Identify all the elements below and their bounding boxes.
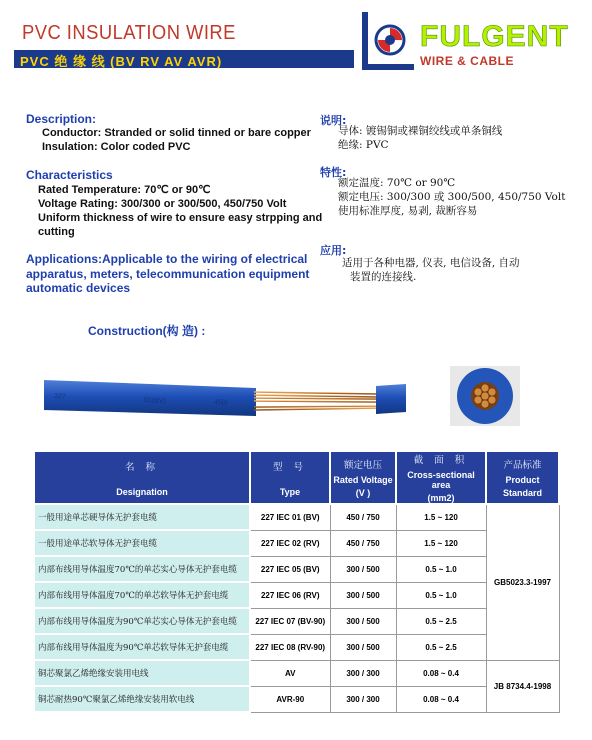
cell-area: 0.5 ~ 1.0 (396, 556, 486, 582)
cell-voltage: 300 / 500 (330, 608, 396, 634)
table-row (34, 660, 559, 686)
description-line: Insulation: Color coded PVC (42, 141, 191, 153)
cell-designation: 内部布线用导体温度为90℃单芯实心导体无护套电缆 (34, 608, 250, 634)
cn-characteristics-line: 使用标准厚度, 易剥, 裁断容易 (338, 205, 478, 217)
cell-designation: 内部布线用导体温度70℃的单芯实心导体无护套电缆 (34, 556, 250, 582)
table-row (34, 556, 559, 582)
table-row (34, 634, 559, 660)
cn-characteristics-line: 额定温度: 70℃ or 90℃ (338, 177, 456, 189)
description-line: Conductor: Stranded or solid tinned or bare copper (42, 127, 311, 139)
cell-type: AVR-90 (250, 686, 330, 712)
cn-applications-line: 装置的连接线. (350, 271, 417, 283)
spec-table (33, 450, 558, 713)
cell-voltage: 450 / 750 (330, 504, 396, 530)
cell-designation: 一般用途单芯硬导体无护套电缆 (34, 504, 250, 530)
cn-applications-heading: 应用: (320, 244, 347, 257)
logo-emblem-icon (374, 24, 406, 56)
brand-name: FULGENT (420, 20, 569, 53)
cell-type: 227 IEC 02 (RV) (250, 530, 330, 556)
cell-type: 227 IEC 08 (RV-90) (250, 634, 330, 660)
table-row (34, 504, 559, 530)
cell-type: 227 IEC 07 (BV-90) (250, 608, 330, 634)
cell-designation: 铜芯耐热90℃聚氯乙烯绝缘安装用软电线 (34, 686, 250, 712)
characteristics-line: Uniform thickness of wire to ensure easy strpping and (38, 212, 323, 224)
cn-characteristics-line: 额定电压: 300/300 或 300/500, 450/750 Volt (338, 191, 566, 203)
cell-voltage: 300 / 300 (330, 686, 396, 712)
cell-standard: JB 8734.4-1998 (486, 660, 559, 712)
cell-designation: 一般用途单芯软导体无护套电缆 (34, 530, 250, 556)
cn-description-line: 导体: 镀锡铜或裸铜绞线或单条铜线 (338, 125, 503, 137)
table-row (34, 530, 559, 556)
cell-voltage: 300 / 500 (330, 634, 396, 660)
cell-designation: 内部布线用导体温度为90℃单芯软导体无护套电缆 (34, 634, 250, 660)
cell-type: 227 IEC 06 (RV) (250, 582, 330, 608)
cell-area: 0.08 ~ 0.4 (396, 686, 486, 712)
table-row (34, 686, 559, 712)
svg-text:227: 227 (53, 393, 66, 401)
logo-bracket (362, 12, 368, 70)
cn-description-heading: 说明: (320, 114, 347, 127)
wire-side-image (44, 366, 406, 426)
header-designation: 名 称 Designation (34, 451, 250, 504)
cell-designation: 内部布线用导体温度70℃的单芯软导体无护套电缆 (34, 582, 250, 608)
cell-designation: 铜芯聚氯乙烯绝缘安装用电线 (34, 660, 250, 686)
cell-type: AV (250, 660, 330, 686)
cell-standard: GB5023.3-1997 (486, 504, 559, 660)
cell-voltage: 300 / 500 (330, 582, 396, 608)
table-header-row (34, 451, 559, 504)
cell-area: 0.5 ~ 1.0 (396, 582, 486, 608)
cell-area: 1.5 ~ 120 (396, 504, 486, 530)
characteristics-heading: Characteristics (26, 168, 113, 182)
page-title: PVC INSULATION WIRE (22, 22, 236, 44)
cell-area: 0.08 ~ 0.4 (396, 660, 486, 686)
cn-applications-line: 适用于各种电器, 仪表, 电信设备, 自动 (342, 257, 520, 269)
cell-voltage: 300 / 300 (330, 660, 396, 686)
characteristics-line: cutting (38, 226, 75, 238)
table-row (34, 582, 559, 608)
characteristics-line: Voltage Rating: 300/300 or 300/500, 450/750 Volt (38, 198, 287, 210)
cell-voltage: 300 / 500 (330, 556, 396, 582)
brand-tagline: WIRE & CABLE (420, 54, 514, 68)
header-type: 型 号 Type (250, 451, 330, 504)
cell-area: 0.5 ~ 2.5 (396, 608, 486, 634)
svg-text:450/: 450/ (213, 399, 228, 407)
cell-type: 227 IEC 01 (BV) (250, 504, 330, 530)
cell-area: 1.5 ~ 120 (396, 530, 486, 556)
svg-text:01(BV): 01(BV) (143, 397, 167, 406)
construction-label: Construction(构 造) : (88, 324, 206, 338)
cell-voltage: 450 / 750 (330, 530, 396, 556)
header-product-standard: 产品标准 Product Standard (486, 451, 559, 504)
cn-characteristics-heading: 特性: (320, 166, 347, 179)
logo-bracket-base (362, 64, 414, 70)
cell-type: 227 IEC 05 (BV) (250, 556, 330, 582)
description-heading: Description: (26, 112, 97, 126)
page-subtitle: PVC 绝 缘 线 (BV RV AV AVR) (20, 54, 223, 69)
table-row (34, 608, 559, 634)
header-cross-sectional-area: 截 面 积 Cross-sectional area (mm2) (396, 451, 486, 504)
characteristics-line: Rated Temperature: 70℃ or 90℃ (38, 184, 211, 196)
header-rated-voltage: 额定电压 Rated Voltage (V ) (330, 451, 396, 504)
wire-cross-section-image (450, 366, 520, 426)
applications-text: Applications:Applicable to the wiring of electrical apparatus, meters, telecommunication equipment automatic devices (26, 252, 310, 295)
brand-logo (362, 12, 582, 72)
cell-area: 0.5 ~ 2.5 (396, 634, 486, 660)
cn-description-line: 绝缘: PVC (338, 139, 389, 151)
